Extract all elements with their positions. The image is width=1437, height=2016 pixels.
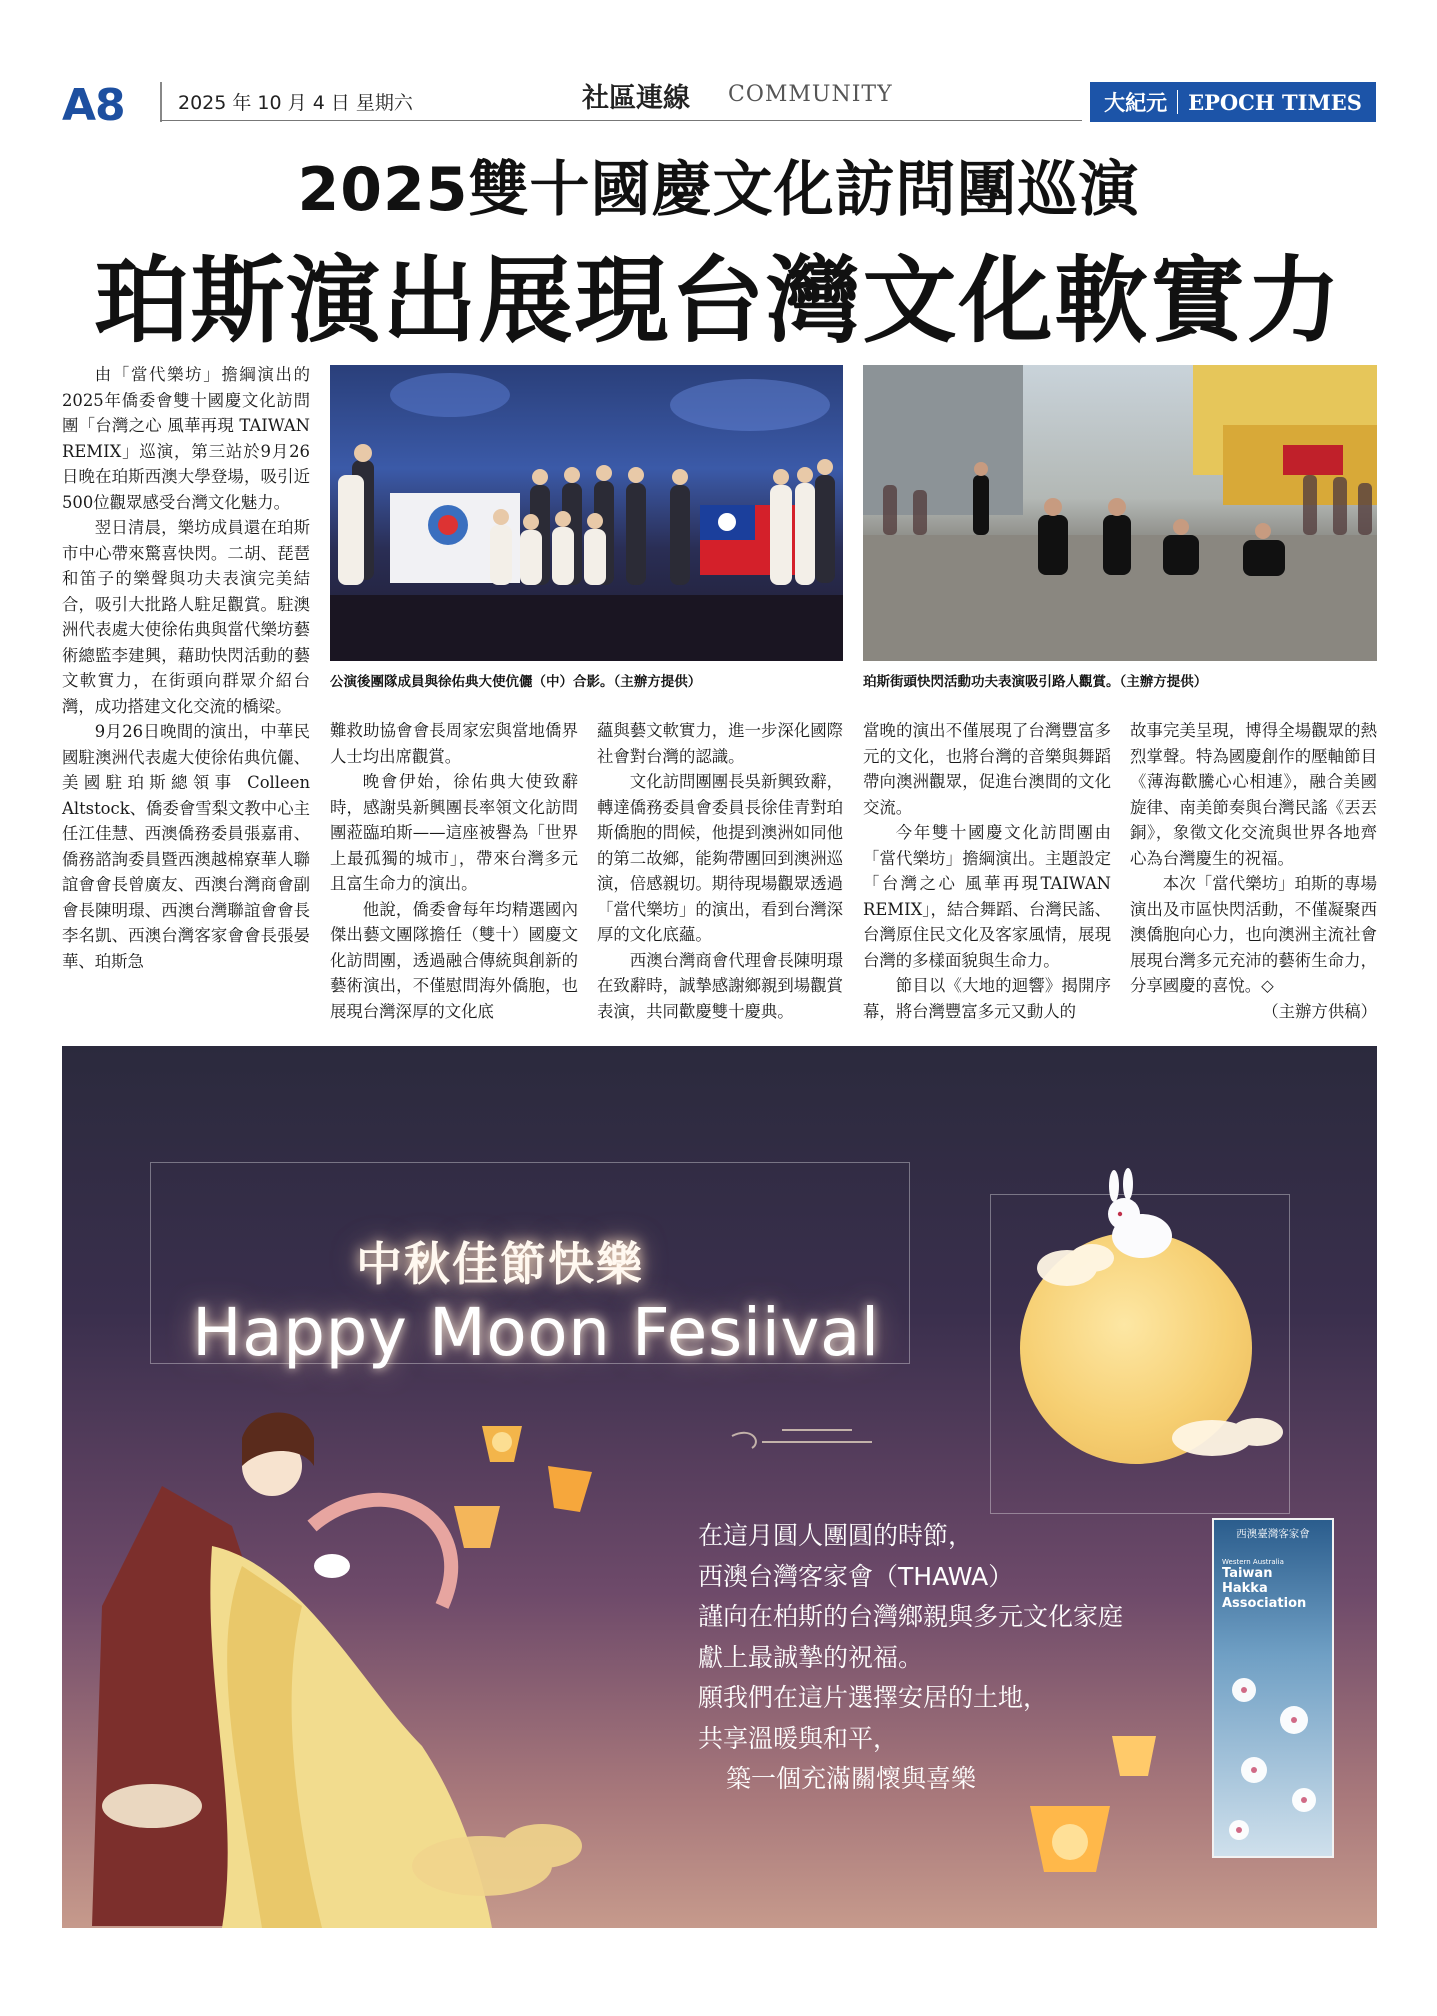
ad-greeting-message xyxy=(698,1516,1123,1800)
paragraph: 節目以《大地的迴響》揭開序幕，將台灣豐富多元又動人的 xyxy=(863,976,1111,1021)
paragraph: 他說，僑委會每年均精選國內傑出藝文團隊擔任（雙十）國慶文化訪問團，透過融合傳統與創新的藝術演出，不僅慰問海外僑胞，也展現台灣深厚的文化底 xyxy=(330,899,578,1021)
logo-en: EPOCH TIMES xyxy=(1188,89,1362,115)
ad-message-line: 獻上最誠摯的祝福。 xyxy=(698,1642,924,1672)
article-column-2 xyxy=(330,718,578,1024)
rabbit-icon xyxy=(1108,1168,1172,1258)
paragraph: 今年雙十國慶文化訪問團由「當代樂坊」擔綱演出。主題設定「台灣之心 風華再現TAIWAN REMIX」，結合舞蹈、台灣民謠、台灣原住民文化及客家風情，展現台灣的多樣面貌與生命力。 xyxy=(863,823,1111,970)
photo2-caption: 珀斯街頭快閃活動功夫表演吸引路人觀賞。（主辦方提供） xyxy=(863,674,1208,690)
headline-kicker: 2025雙十國慶文化訪問團巡演 xyxy=(297,155,1140,225)
paragraph: 當晚的演出不僅展現了台灣豐富多元的文化，也將台灣的音樂與舞蹈帶向澳洲觀眾，促進台澳間的文化交流。 xyxy=(863,721,1111,817)
header-divider xyxy=(160,82,162,122)
hakka-card-sub: Western Australia xyxy=(1222,1558,1284,1566)
paragraph: 西澳台灣商會代理會長陳明璟在致辭時，誠摯感謝鄉親到場觀賞表演，共同歡慶雙十慶典。 xyxy=(597,950,843,1021)
paragraph: 9月26日晚間的演出，中華民國駐澳洲代表處大使徐佑典伉儷、美國駐珀斯總領事 Colleen Altstock、僑委會雪梨文教中心主任江佳慧、西澳僑務委員張嘉甫、僑務諮詢委員暨西澳越棉寮華人聯誼會會長曾廣友、西澳台灣商會副會長陳明璟、西澳台灣聯誼會會長李名凱、西澳台灣客家會會長張晏華、珀斯急 xyxy=(62,722,310,971)
ad-title-chinese: 中秋佳節快樂 xyxy=(356,1237,644,1291)
hakka-association-card xyxy=(1212,1518,1334,1858)
header-rule xyxy=(160,120,1082,121)
page-number: A8 xyxy=(62,80,125,131)
hakka-card-name xyxy=(1222,1558,1306,1611)
logo-zh: 大紀元 xyxy=(1104,90,1168,115)
ad-message-line: 共享溫暖與和平， xyxy=(698,1723,899,1753)
issue-date: 2025 年 10 月 4 日 星期六 xyxy=(178,92,413,114)
ad-title-english: Happy Moon Fesiival xyxy=(192,1294,880,1371)
epoch-times-logo xyxy=(1090,82,1376,122)
photo1-caption: 公演後團隊成員與徐佑典大使伉儷（中）合影。（主辦方提供） xyxy=(330,674,702,690)
paragraph: 蘊與藝文軟實力，進一步深化國際社會對台灣的認識。 xyxy=(597,721,843,766)
hakka-card-line: Hakka xyxy=(1222,1581,1268,1596)
paragraph: 本次「當代樂坊」珀斯的專場演出及市區快閃活動，不僅凝聚西澳僑胞向心力，也向澳洲主流社會展現台灣多元充沛的藝術生命力，分享國慶的喜悅。◇ xyxy=(1130,874,1377,995)
ad-message-line: 願我們在這片選擇安居的土地， xyxy=(698,1683,1049,1712)
paragraph: 由「當代樂坊」擔綱演出的2025年僑委會雙十國慶文化訪問團「台灣之心 風華再現 TAIWAN REMIX」巡演，第三站於9月26日晚在珀斯西澳大學登場，吸引近500位觀眾感受台灣文化魅力。 xyxy=(62,365,310,512)
paragraph: 文化訪問團團長吳新興致辭，轉達僑務委員會委員長徐佳青對珀斯僑胞的問候，他提到澳洲如同他的第二故鄉，能夠帶團回到澳洲巡演，倍感親切。期待現場觀眾透過「當代樂坊」的演出，看到台灣深厚的文化底蘊。 xyxy=(597,772,843,944)
hakka-card-line: Taiwan xyxy=(1222,1566,1273,1581)
photo-street-flashmob xyxy=(863,365,1377,661)
tung-blossom-icon xyxy=(1214,1650,1332,1850)
logo-separator xyxy=(1177,90,1178,114)
photo-group-onstage-art xyxy=(330,365,843,661)
hakka-card-line: Association xyxy=(1222,1596,1307,1611)
article-column-3 xyxy=(597,718,843,1024)
ad-message-line: 築一個充滿關懷與喜樂 xyxy=(726,1764,977,1793)
paragraph: 故事完美呈現，博得全場觀眾的熱烈掌聲。特為國慶創作的壓軸節目《薄海歡騰心心相連》，融合美國旋律、南美節奏與台灣民謠《丟丟銅》，象徵文化交流與世界各地齊心為台灣慶生的祝福。 xyxy=(1130,721,1377,868)
hakka-card-title: 西澳臺灣客家會 xyxy=(1236,1528,1310,1540)
article-credit: （主辦方供稿） xyxy=(1262,1001,1377,1021)
article-column-5 xyxy=(1130,718,1377,1024)
section-title: 社區連線 xyxy=(582,83,690,114)
section-title-en: COMMUNITY xyxy=(728,82,893,107)
paragraph: 晚會伊始，徐佑典大使致辭時，感謝吳新興團長率領文化訪問團蒞臨珀斯——這座被譽為「世界上最孤獨的城市」，帶來台灣多元且富生命力的演出。 xyxy=(330,772,578,893)
moon-festival-ad xyxy=(62,1046,1377,1928)
ad-message-line: 西澳台灣客家會（THAWA） xyxy=(698,1561,1014,1591)
ad-message-line: 謹向在柏斯的台灣鄉親與多元文化家庭 xyxy=(698,1602,1124,1631)
photo-group-onstage xyxy=(330,365,843,661)
cloud-icon xyxy=(1037,1244,1283,1456)
headline-main: 珀斯演出展現台灣文化軟實力 xyxy=(94,246,1343,356)
article-column-1 xyxy=(62,362,310,974)
photo-street-flashmob-art xyxy=(863,365,1377,661)
article-column-4 xyxy=(863,718,1111,1024)
ad-message-line: 在這月圓人團圓的時節， xyxy=(698,1521,974,1550)
paragraph: 翌日清晨，樂坊成員還在珀斯市中心帶來驚喜快閃。二胡、琵琶和笛子的樂聲與功夫表演完美結合，吸引大批路人駐足觀賞。駐澳洲代表處大使徐佑典與當代樂坊藝術總監李建興，藉助快閃活動的藝文軟實力，在街頭向群眾介紹台灣，成功搭建文化交流的橋梁。 xyxy=(62,518,310,716)
paragraph: 難救助協會會長周家宏與當地僑界人士均出席觀賞。 xyxy=(330,721,578,766)
